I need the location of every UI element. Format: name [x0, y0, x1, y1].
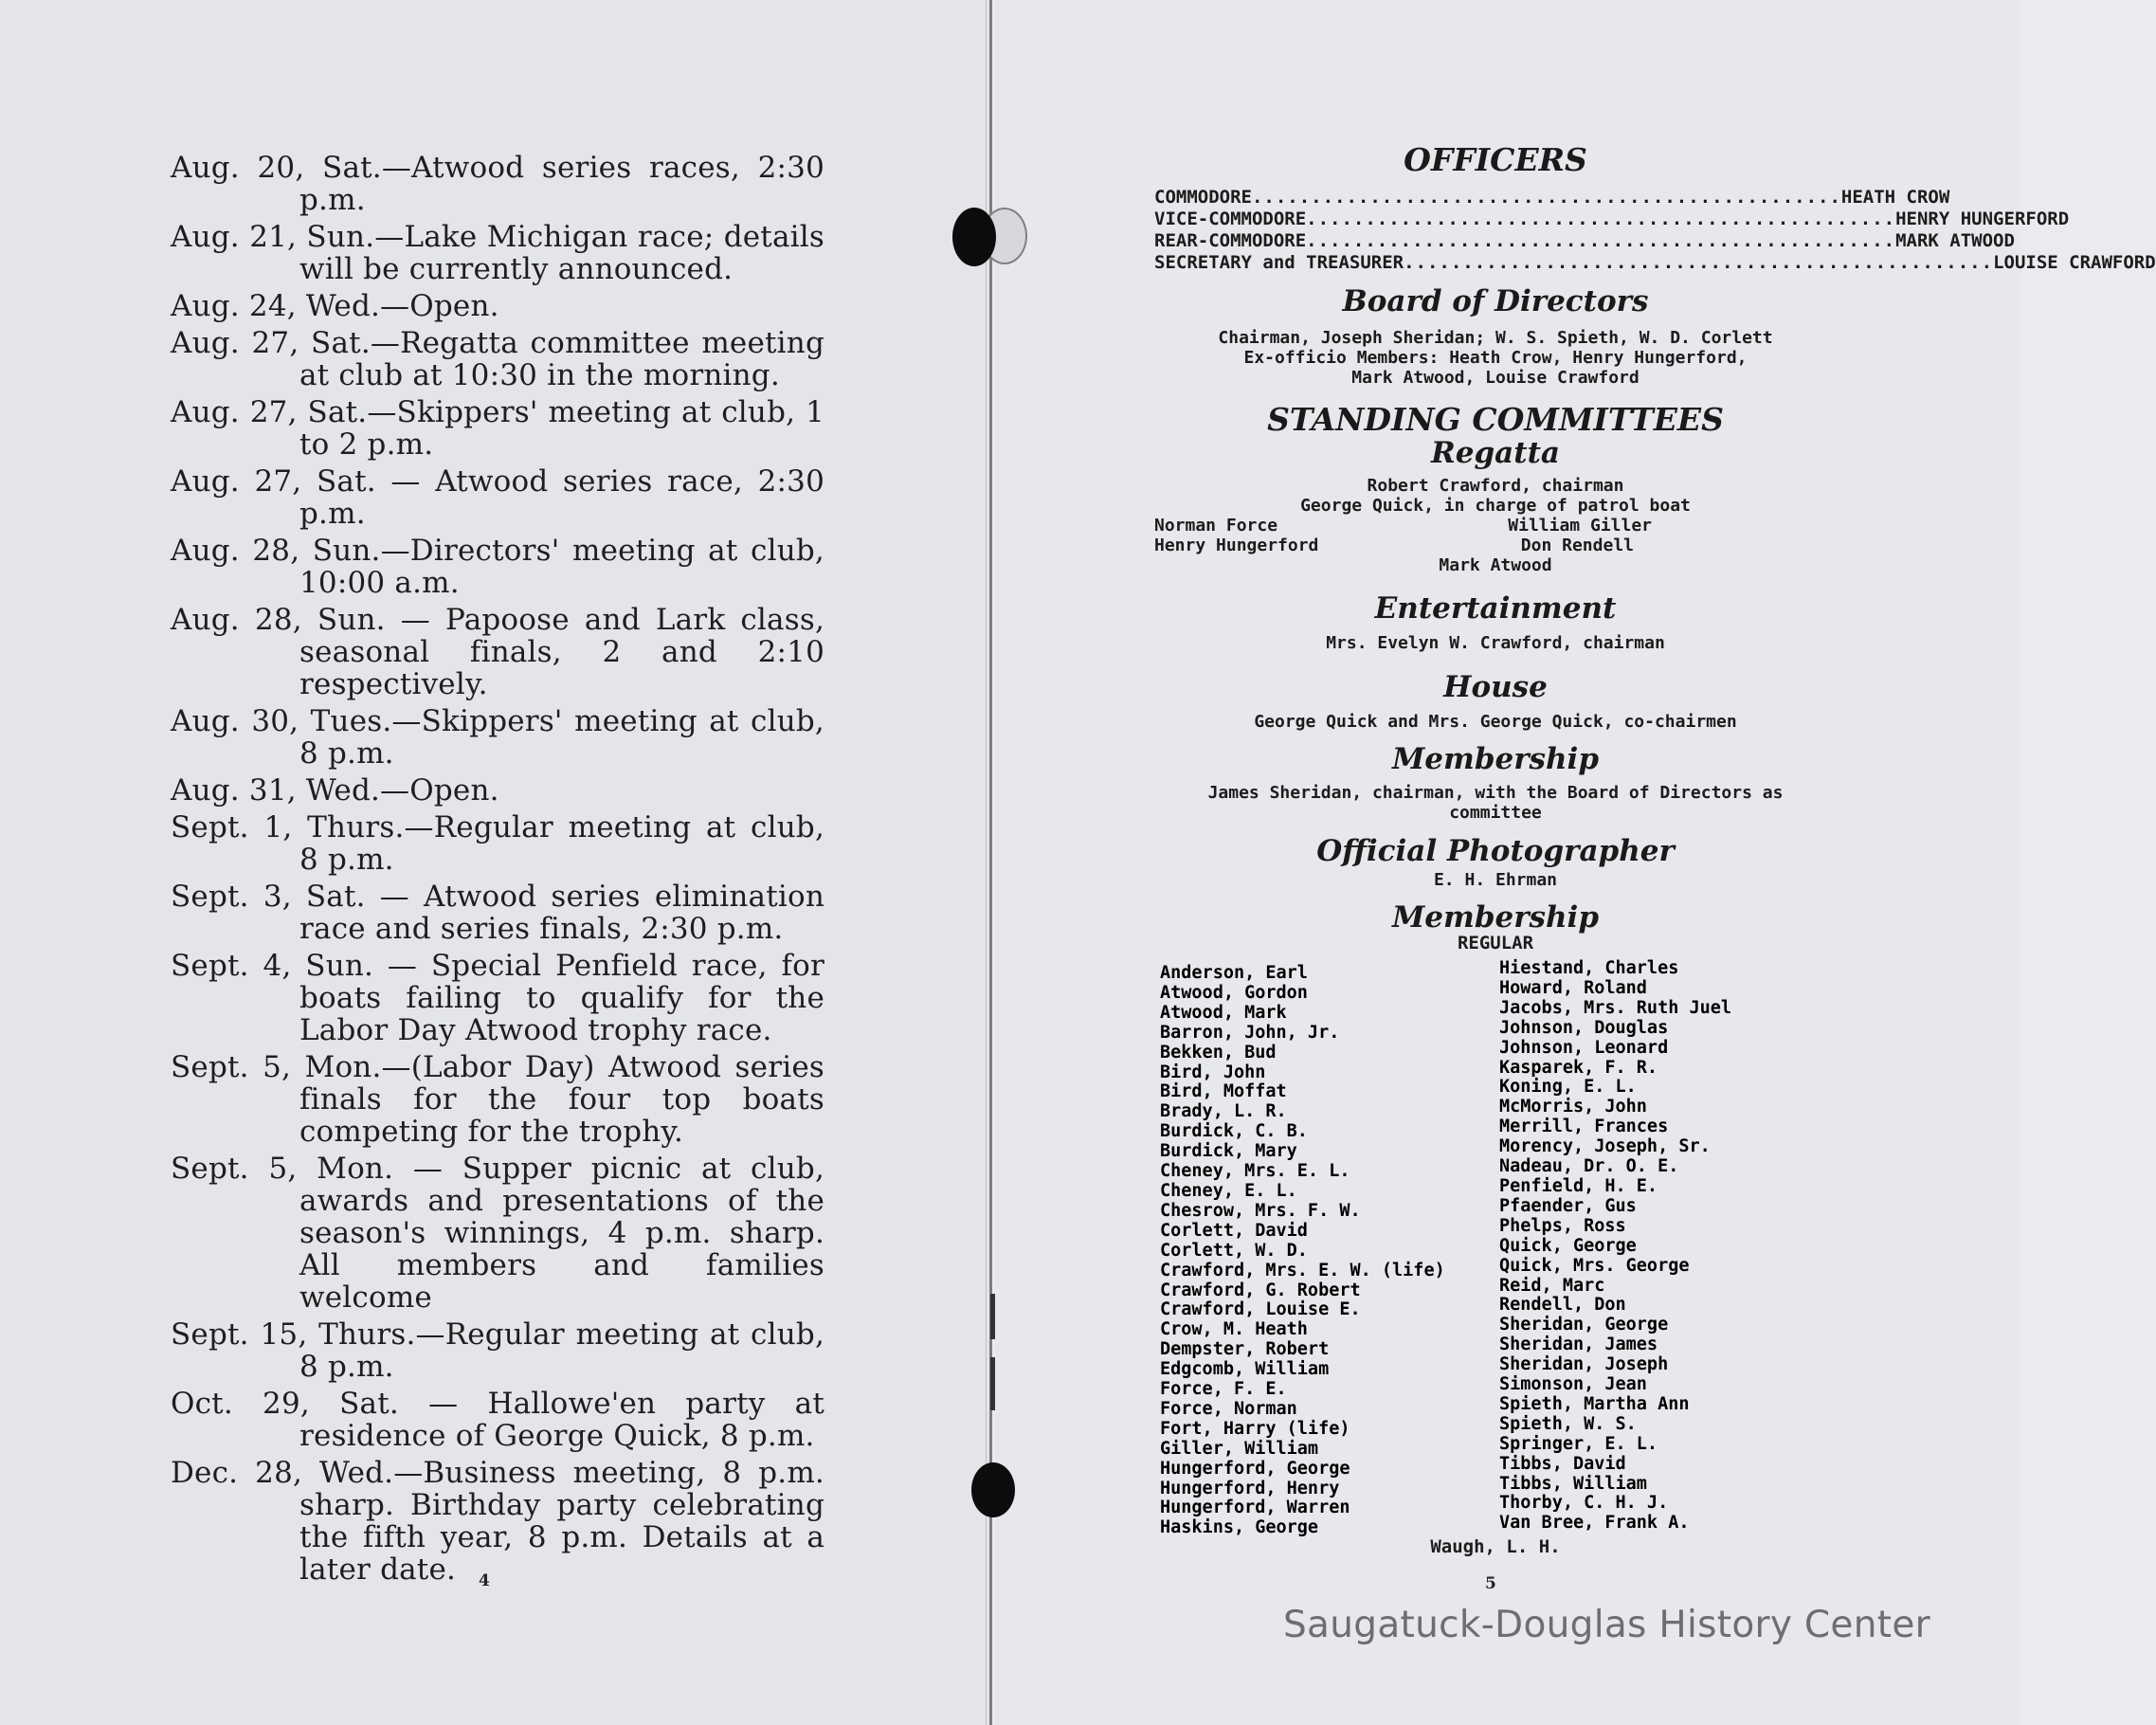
- schedule-item: Aug. 28, Sun.—Directors' meeting at club, 10:00 a.m.: [171, 534, 824, 600]
- member-name: Bird, John: [1160, 1062, 1266, 1082]
- membership-subheading: REGULAR: [1457, 933, 1534, 953]
- roster-column-left: [1160, 964, 1499, 1538]
- member-name: Hungerford, Warren: [1160, 1498, 1350, 1518]
- officer-role: COMMODORE: [1154, 187, 1252, 208]
- member-name: Corlett, W. D.: [1160, 1240, 1308, 1261]
- member-name: Force, Norman: [1160, 1398, 1297, 1419]
- officer-role: VICE-COMMODORE: [1154, 209, 1307, 229]
- member-name: Hungerford, George: [1160, 1458, 1350, 1479]
- regatta-row: [1154, 536, 1837, 555]
- member-name: Cheney, Mrs. E. L.: [1160, 1161, 1350, 1182]
- member-name: Atwood, Gordon: [1160, 982, 1308, 1003]
- member-name: Hungerford, Henry: [1160, 1478, 1340, 1498]
- member-name: Kasparek, F. R.: [1499, 1057, 1658, 1078]
- officer-role: SECRETARY and TREASURER: [1154, 252, 1404, 273]
- house-text: George Quick and Mrs. George Quick, co-chairmen: [1254, 712, 1737, 732]
- member-name: McMorris, John: [1499, 1097, 1647, 1117]
- officer-role: REAR-COMMODORE: [1154, 230, 1307, 251]
- member-name: Burdick, C. B.: [1160, 1121, 1308, 1142]
- regatta-heading: Regatta: [1431, 436, 1560, 470]
- officer-name: HEATH CROW: [1840, 187, 1950, 208]
- schedule-item: Aug. 21, Sun.—Lake Michigan race; details will be currently announced.: [171, 220, 824, 286]
- member-name: Barron, John, Jr.: [1160, 1022, 1340, 1043]
- officer-name: MARK ATWOOD: [1895, 230, 2015, 251]
- membership-committee-line: James Sheridan, chairman, with the Board of Directors as: [1207, 783, 1784, 803]
- member-name: Chesrow, Mrs. F. W.: [1160, 1200, 1361, 1221]
- schedule-item: Aug. 27, Sat.—Regatta committee meeting at club at 10:30 in the morning.: [171, 326, 824, 392]
- regatta-members: [1154, 476, 1837, 575]
- member-name: Bekken, Bud: [1160, 1042, 1277, 1062]
- member-name: Van Bree, Frank A.: [1499, 1513, 1690, 1534]
- schedule-item: Dec. 28, Wed.—Business meeting, 8 p.m. sharp. Birthday party celebrating the fifth year, 8 p.m. Details at a later date.: [171, 1456, 824, 1587]
- entertainment-text: Mrs. Evelyn W. Crawford, chairman: [1326, 633, 1665, 653]
- schedule-item: Sept. 1, Thurs.—Regular meeting at club, 8 p.m.: [171, 810, 824, 877]
- standing-committees-heading: STANDING COMMITTEES: [1267, 401, 1724, 438]
- officer-name: HENRY HUNGERFORD: [1895, 209, 2070, 229]
- regatta-member: Henry Hungerford: [1154, 536, 1319, 555]
- schedule-list: [171, 152, 824, 1590]
- schedule-item: Aug. 20, Sat.—Atwood series races, 2:30 p.m.: [171, 151, 824, 217]
- officers-list: [1154, 187, 2156, 274]
- regatta-member: Mark Atwood: [1439, 555, 1552, 575]
- member-name: Howard, Roland: [1499, 977, 1647, 998]
- board-line: Chairman, Joseph Sheridan; W. S. Spieth, W. D. Corlett: [1218, 328, 1773, 348]
- regatta-row: [1154, 516, 1837, 536]
- leader-dots: ..................................................: [1251, 187, 1841, 208]
- member-name: Bird, Moffat: [1160, 1081, 1287, 1102]
- schedule-item: Sept. 4, Sun. — Special Penfield race, for boats failing to qualify for the Labor Day Atwood trophy race.: [171, 949, 824, 1047]
- member-name: Morency, Joseph, Sr.: [1499, 1136, 1711, 1157]
- member-name: Pfaender, Gus: [1499, 1195, 1637, 1216]
- member-name: Atwood, Mark: [1160, 1002, 1287, 1023]
- regatta-patrol: George Quick, in charge of patrol boat: [1300, 496, 1691, 516]
- member-name: Brady, L. R.: [1160, 1101, 1287, 1122]
- member-name: Hiestand, Charles: [1499, 958, 1679, 978]
- member-name: Crawford, G. Robert: [1160, 1280, 1361, 1300]
- photographer-heading: Official Photographer: [1316, 834, 1675, 868]
- watermark: Saugatuck-Douglas History Center: [1283, 1604, 1930, 1646]
- schedule-item: Sept. 5, Mon.—(Labor Day) Atwood series finals for the four top boats competing for the trophy.: [171, 1050, 824, 1149]
- board-heading: Board of Directors: [1342, 284, 1649, 318]
- member-name: Merrill, Frances: [1499, 1117, 1669, 1137]
- member-name: Rendell, Don: [1499, 1295, 1626, 1316]
- schedule-item: Aug. 27, Sat.—Skippers' meeting at club, 1 to 2 p.m.: [171, 395, 824, 462]
- membership-committee-heading: Membership: [1391, 742, 1599, 776]
- membership-heading: Membership: [1391, 900, 1599, 935]
- schedule-item: Sept. 5, Mon. — Supper picnic at club, awards and presentations of the season's winnings, 4 p.m. sharp. All members and families welcome: [171, 1152, 824, 1315]
- member-name: Tibbs, David: [1499, 1453, 1626, 1474]
- member-name: Fort, Harry (life): [1160, 1418, 1350, 1439]
- regatta-chair: Robert Crawford, chairman: [1367, 476, 1624, 496]
- member-name: Koning, E. L.: [1499, 1077, 1637, 1098]
- punch-hole-top: [952, 208, 996, 266]
- punch-hole-bottom: [971, 1462, 1015, 1517]
- officer-row: [1154, 230, 2015, 252]
- schedule-item: Aug. 24, Wed.—Open.: [171, 289, 499, 323]
- member-name: Crow, M. Heath: [1160, 1319, 1308, 1340]
- member-name: Corlett, David: [1160, 1220, 1308, 1241]
- member-name: Edgcomb, William: [1160, 1359, 1330, 1380]
- membership-committee-text: [1154, 783, 1837, 823]
- member-name: Cheney, E. L.: [1160, 1180, 1297, 1201]
- officer-row: [1154, 209, 2070, 230]
- board-text: [1154, 328, 1837, 388]
- photographer-name: E. H. Ehrman: [1433, 870, 1558, 890]
- member-name: Dempster, Robert: [1160, 1339, 1330, 1360]
- schedule-item: Sept. 3, Sat. — Atwood series elimination race and series finals, 2:30 p.m.: [171, 880, 824, 946]
- entertainment-heading: Entertainment: [1374, 591, 1617, 626]
- membership-committee-line: committee: [1449, 803, 1542, 823]
- leader-dots: ..................................................: [1306, 209, 1896, 229]
- leader-dots: ..................................................: [1306, 230, 1896, 251]
- member-name: Penfield, H. E.: [1499, 1175, 1658, 1196]
- member-name: Simonson, Jean: [1499, 1374, 1647, 1395]
- member-name: Force, F. E.: [1160, 1379, 1287, 1400]
- house-heading: House: [1443, 670, 1548, 704]
- member-name: Jacobs, Mrs. Ruth Juel: [1499, 997, 1732, 1018]
- board-line: Ex-officio Members: Heath Crow, Henry Hungerford,: [1243, 348, 1748, 368]
- roster-last-entry: Waugh, L. H.: [1430, 1536, 1561, 1557]
- staple-mark: [990, 1357, 995, 1410]
- page-number-left: 4: [479, 1571, 490, 1590]
- member-name: Sheridan, Joseph: [1499, 1354, 1669, 1375]
- member-name: Phelps, Ross: [1499, 1215, 1626, 1236]
- member-name: Quick, George: [1499, 1235, 1637, 1256]
- member-name: Nadeau, Dr. O. E.: [1499, 1156, 1679, 1177]
- officer-name: LOUISE CRAWFORD: [1993, 252, 2156, 273]
- officers-heading: OFFICERS: [1404, 141, 1587, 178]
- regatta-member: Don Rendell: [1520, 536, 1634, 555]
- schedule-item: Oct. 29, Sat. — Hallowe'en party at residence of George Quick, 8 p.m.: [171, 1387, 824, 1453]
- member-name: Thorby, C. H. J.: [1499, 1493, 1669, 1514]
- member-name: Crawford, Louise E.: [1160, 1299, 1361, 1320]
- member-name: Haskins, George: [1160, 1517, 1319, 1538]
- staple-mark: [990, 1294, 995, 1339]
- member-name: Anderson, Earl: [1160, 963, 1308, 983]
- member-name: Tibbs, William: [1499, 1473, 1647, 1494]
- member-name: Johnson, Leonard: [1499, 1037, 1669, 1058]
- roster-column-right: [1499, 959, 1839, 1538]
- schedule-item: Aug. 28, Sun. — Papoose and Lark class, seasonal finals, 2 and 2:10 respectively.: [171, 603, 824, 701]
- board-line: Mark Atwood, Louise Crawford: [1351, 368, 1640, 388]
- leader-dots: ..................................................: [1404, 252, 1994, 273]
- member-name: Reid, Marc: [1499, 1275, 1605, 1296]
- regatta-member: Norman Force: [1154, 516, 1278, 536]
- member-name: Sheridan, James: [1499, 1335, 1658, 1355]
- membership-roster: [1160, 958, 1842, 1538]
- schedule-item: Aug. 30, Tues.—Skippers' meeting at club, 8 p.m.: [171, 704, 824, 771]
- member-name: Spieth, W. S.: [1499, 1413, 1637, 1434]
- schedule-item: Sept. 15, Thurs.—Regular meeting at club, 8 p.m.: [171, 1317, 824, 1384]
- page-number-right: 5: [1485, 1574, 1496, 1593]
- member-name: Johnson, Douglas: [1499, 1017, 1669, 1038]
- member-name: Quick, Mrs. George: [1499, 1255, 1690, 1276]
- regatta-member: William Giller: [1508, 516, 1652, 536]
- member-name: Crawford, Mrs. E. W. (life): [1160, 1260, 1445, 1280]
- officer-row: [1154, 187, 1950, 209]
- schedule-item: Aug. 31, Wed.—Open.: [171, 773, 499, 808]
- member-name: Springer, E. L.: [1499, 1433, 1658, 1454]
- schedule-item: Aug. 27, Sat. — Atwood series race, 2:30 p.m.: [171, 464, 824, 531]
- member-name: Spieth, Martha Ann: [1499, 1393, 1690, 1414]
- member-name: Sheridan, George: [1499, 1315, 1669, 1335]
- member-name: Burdick, Mary: [1160, 1141, 1297, 1162]
- member-name: Giller, William: [1160, 1438, 1319, 1459]
- officer-row: [1154, 252, 2156, 274]
